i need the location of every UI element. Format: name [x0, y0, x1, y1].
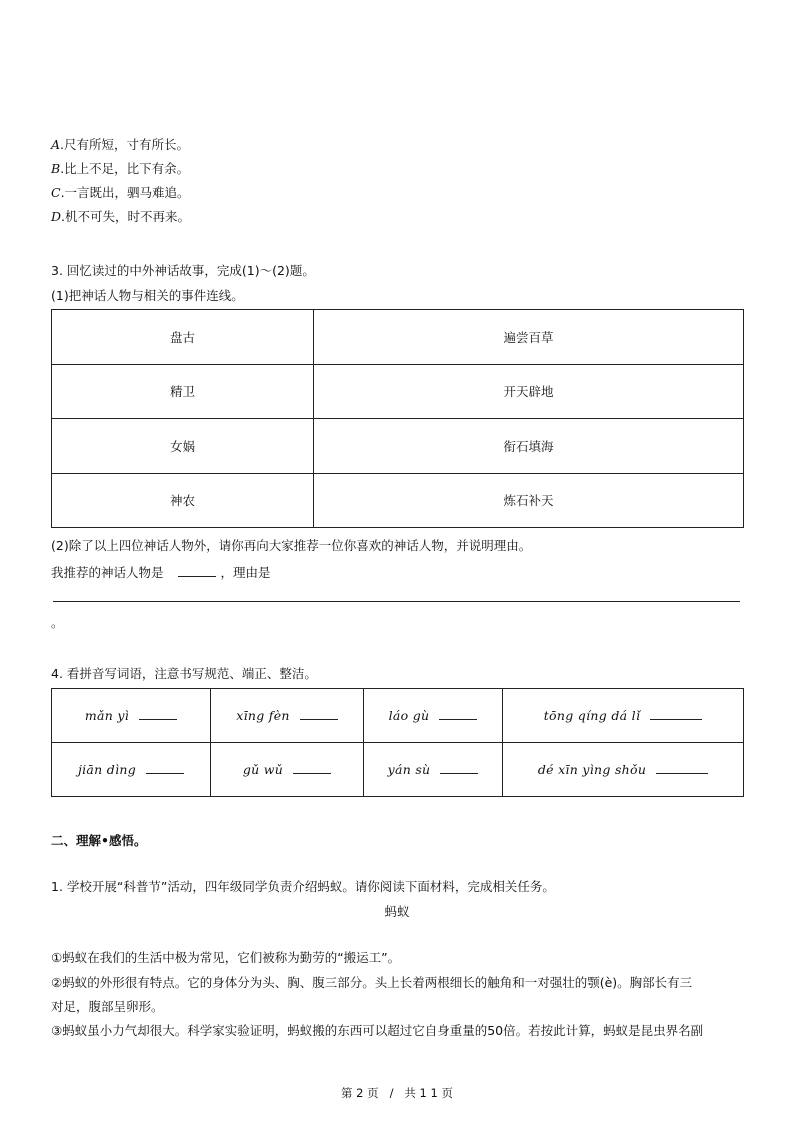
recommend-suffix: ，理由是 — [220, 565, 271, 580]
myth-match-table — [51, 309, 744, 528]
passage-paragraph-continued: 对足，腹部呈卵形。 — [51, 999, 164, 1014]
answer-blank[interactable] — [650, 708, 702, 720]
pinyin-text: jiān dìng — [77, 762, 137, 777]
option-text: .机不可失，时不再来。 — [61, 209, 191, 224]
option-c — [51, 185, 190, 201]
page-footer: 第 2 页 / 共 1 1 页 — [340, 1086, 454, 1100]
section2-q1-stem: 1. 学校开展“科普节”活动，四年级同学负责介绍蚂蚁。请你阅读下面材料，完成相关任务。 — [51, 879, 555, 894]
pinyin-cell — [503, 689, 744, 743]
passage-paragraph: ②蚂蚁的外形很有特点。它的身体分为头、胸、腹三部分。头上长着两根细长的触角和一对强壮的颚(è)。胸部长有三 — [51, 975, 693, 990]
option-letter: D — [51, 209, 62, 224]
table-row — [52, 743, 744, 797]
pinyin-text: dé xīn yìng shǒu — [537, 762, 647, 777]
recommend-prefix: 我推荐的神话人物是 — [51, 565, 164, 580]
table-row — [52, 364, 744, 419]
pinyin-text: yán sù — [387, 762, 431, 777]
option-text: .比上不足，比下有余。 — [60, 161, 190, 176]
passage-paragraph: ①蚂蚁在我们的生活中极为常见，它们被称为勤劳的“搬运工”。 — [51, 950, 401, 965]
q4-stem: 4. 看拼音写词语，注意书写规范、端正、整洁。 — [51, 666, 317, 681]
answer-blank[interactable] — [139, 708, 177, 720]
myth-person: 盘古 — [52, 310, 314, 365]
myth-person: 神农 — [52, 473, 314, 528]
q3-stem: 3. 回忆读过的中外神话故事，完成(1)～(2)题。 — [51, 263, 315, 278]
myth-event: 开天辟地 — [314, 364, 744, 419]
option-text: .尺有所短，寸有所长。 — [60, 137, 190, 152]
myth-person: 精卫 — [52, 364, 314, 419]
recommend-line — [51, 563, 271, 581]
pinyin-cell — [52, 743, 211, 797]
answer-blank[interactable] — [300, 708, 338, 720]
table-row — [52, 310, 744, 365]
table-row — [52, 419, 744, 474]
pinyin-text: láo gù — [388, 708, 430, 723]
answer-blank[interactable] — [293, 762, 331, 774]
pinyin-text: gǔ wǔ — [242, 762, 284, 777]
answer-blank[interactable] — [440, 762, 478, 774]
answer-blank[interactable] — [439, 708, 477, 720]
option-b — [51, 161, 189, 177]
option-a — [51, 137, 189, 153]
myth-event: 遍尝百草 — [314, 310, 744, 365]
answer-blank[interactable] — [178, 565, 216, 577]
reason-answer-line[interactable] — [53, 601, 740, 602]
q3-sub2: (2)除了以上四位神话人物外，请你再向大家推荐一位你喜欢的神话人物，并说明理由。 — [51, 538, 532, 553]
pinyin-cell — [364, 689, 503, 743]
option-letter: B — [51, 161, 61, 176]
table-row — [52, 473, 744, 528]
passage-paragraph: ③蚂蚁虽小力气却很大。科学家实验证明，蚂蚁搬的东西可以超过它自身重量的50倍。若按此计算，蚂蚁是昆虫界名副 — [51, 1023, 704, 1038]
option-text: .一言既出，驷马难追。 — [60, 185, 190, 200]
answer-blank[interactable] — [656, 762, 708, 774]
pinyin-table — [51, 688, 744, 797]
pinyin-cell — [211, 743, 364, 797]
myth-person: 女娲 — [52, 419, 314, 474]
answer-blank[interactable] — [146, 762, 184, 774]
option-letter: A — [51, 137, 61, 152]
q3-sub1: (1)把神话人物与相关的事件连线。 — [51, 288, 244, 303]
pinyin-text: xīng fèn — [236, 708, 290, 723]
pinyin-cell — [364, 743, 503, 797]
option-letter: C — [51, 185, 61, 200]
myth-event: 衔石填海 — [314, 419, 744, 474]
option-d — [51, 209, 190, 225]
pinyin-cell — [503, 743, 744, 797]
pinyin-cell — [52, 689, 211, 743]
section-title: 二、理解•感悟。 — [51, 833, 147, 848]
pinyin-text: mǎn yì — [84, 708, 130, 723]
pinyin-cell — [211, 689, 364, 743]
myth-event: 炼石补天 — [314, 473, 744, 528]
passage-title: 蚂蚁 — [384, 904, 410, 919]
table-row — [52, 689, 744, 743]
pinyin-text: tōng qíng dá lǐ — [543, 708, 641, 723]
end-mark: 。 — [51, 615, 64, 630]
